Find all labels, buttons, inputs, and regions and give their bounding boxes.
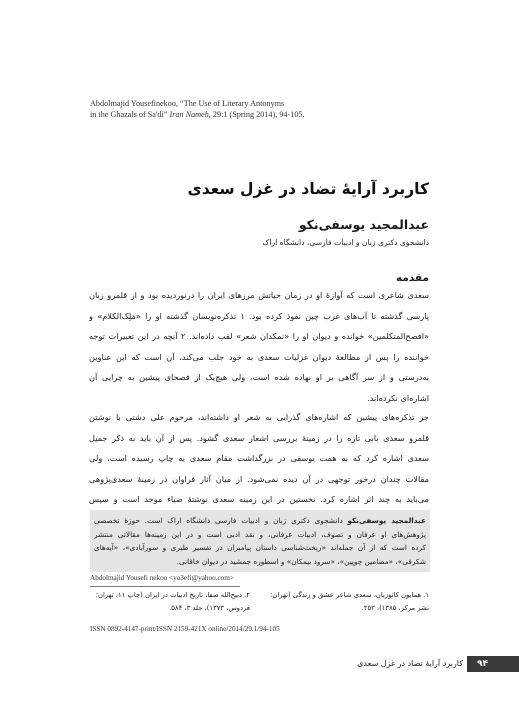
paragraph-line: به‌درستی و از سر آگاهی بر او نهاده شده است، ولی هیچ‌یک از فصحای پیشین به چرایی آن xyxy=(89,372,429,382)
paragraph-line: مقالات چندان درخور توجهی در آن دیده نمی‌شود. از میان آثار فراوان در زمینهٔ سعدی‌پژوهی xyxy=(89,473,429,484)
section-heading: مقدمه xyxy=(396,272,429,284)
author-email: Abdolmajid Yousefi nekoo <yo3efi@yahoo.com> xyxy=(90,574,234,582)
citation-journal: Iran Nameh xyxy=(169,110,209,119)
citation-line-1: Abdolmajid Yousefinekoo, “The Use of Literary Antonyms xyxy=(90,99,285,108)
paragraph-line: سعدی شاعری است که آوازهٔ او در زمان حیاتش مرزهای ایران را درنوردیده بود و از قلمرو زبان xyxy=(89,290,429,300)
bio-line-1-rest: دانشجوی دکتری زبان و ادبیات فارسی دانشگاه اراک است. حوزهٔ تخصصی xyxy=(94,516,348,525)
paragraph-line: جز تذکره‌های پیشین که اشاره‌های گذرایی به شعر او داشته‌اند، مرحوم علی دشتی با نوشتن xyxy=(89,412,429,422)
citation-line-2-suffix: , 29:1 (Spring 2014), 94-105. xyxy=(208,110,305,119)
paragraph-line: می‌باید به چند اثر اشاره کرد. نخستین در این زمینه سعدی نوشتهٔ ضیاء موحد است و سپس xyxy=(89,494,429,504)
citation-line-2 xyxy=(90,109,420,120)
paragraph-line: قلمرو سعدی بابی تازه را در زمینهٔ بررسی اشعار سعدی گشود. پس از آن باید به ذکر جمیل xyxy=(89,432,429,443)
page-number: ۹۴ xyxy=(467,656,519,672)
bio-line: شکرفی»، «مضامین چوپین»، «سرود بیمکان» و اسطوره جمشید در دیوان خاقانی. xyxy=(176,556,426,566)
citation-line-2-prefix: in the Ghazals of Sa'di” xyxy=(90,110,168,119)
citation-block xyxy=(90,98,420,120)
paragraph-line: اشاره‌ای نکرده‌اند. xyxy=(367,392,429,403)
issn-line: ISSN 0892-4147-print/ISSN 2159-421X online/2014/29.1/94-105 xyxy=(90,625,280,633)
paragraph-line: خواننده را پس از مطالعهٔ دیوان غزلیات سعدی به خود جلب می‌کند، آن است که این عناوین xyxy=(89,351,429,362)
bio-line: پژوهش‌های او عرفان و تصوف، ادبیات عرفانی، و نقد ادبی است و در این زمینه‌ها مقالاتی منتشر xyxy=(94,529,426,539)
author-bio-box xyxy=(90,510,430,572)
paragraph-line: سعدی اشاره کرد که به همت یوسفی در بزرگداشت مقام سعدی به چاپ رسیده است، ولی xyxy=(89,453,429,463)
author-affiliation: دانشجوی دکتری زبان و ادبیات فارسی، دانشگاه اراک xyxy=(262,238,429,247)
bio-line: کرده است که از آن جمله‌اند «ریخت‌شناسی داستان پیامبران در تفسیر طبری و سورآبادی»، «آیه‌های xyxy=(94,543,426,552)
paragraph-2 xyxy=(89,407,429,510)
paragraph-line: «افصح‌المتکلمین» خوانده و دیوان او را «نمکدان شعر» لقب داده‌اند. ۲ آنچه در این تعبیرات توجه xyxy=(89,331,429,341)
author-name: عبدالمجید یوسفی‌نکو xyxy=(298,217,429,232)
paragraph-1 xyxy=(89,285,429,408)
footnote-2: ۲. ذبیح‌الله صفا، تاریخ ادبیات در ایران (چاپ ۱۱، تهران: فردوس، ۱۳۷۳)، جلد ۳، ۵۸۴. xyxy=(95,591,250,612)
footnote-1: ۱. همایون کاتوزیان، سعدی شاعر عشق و زندگی (تهران: نشر مرکز، ۱۳۸۵)، ۲۵۳. xyxy=(270,591,429,612)
footnote-separator xyxy=(90,586,240,587)
bio-author-name: عبدالمجید یوسفی‌نکو xyxy=(347,516,426,525)
article-title: کاربرد آرایهٔ تضاد در غزل سعدی xyxy=(187,180,429,198)
paragraph-line: پارسی گذشته تا آب‌های غرب چین نفوذ کرده بود. ۱ تذکره‌نویسان گذشته او را «مَلِک‌الکلام» و xyxy=(89,310,429,321)
running-head: کاربرد آرایهٔ تضاد در غزل سعدی xyxy=(357,659,463,668)
author-bio xyxy=(94,514,426,568)
bio-line xyxy=(94,514,426,528)
